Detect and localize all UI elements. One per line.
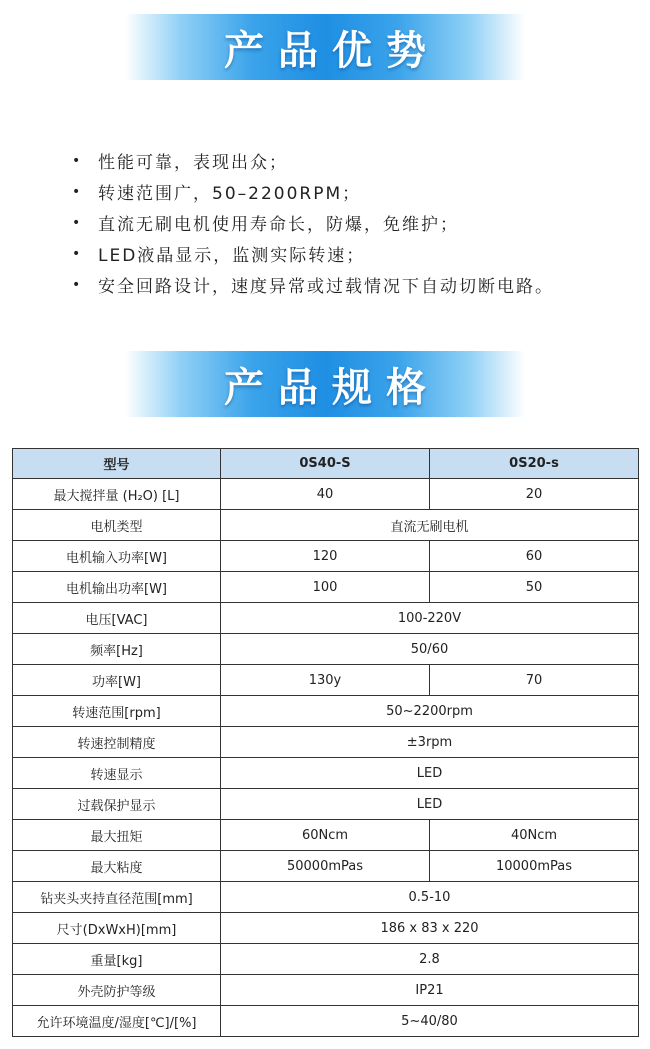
spec-row — [13, 944, 639, 975]
spec-value-shared: 5~40/80 — [221, 1006, 639, 1037]
spec-value-os20: 50 — [430, 572, 639, 603]
spec-row — [13, 1006, 639, 1037]
specs-title: 产品规格 — [224, 364, 440, 411]
feature-text: 转速范围广，50–2200RPM； — [98, 184, 362, 204]
spec-value-shared: 50~2200rpm — [221, 696, 639, 727]
spec-value-os40: 120 — [221, 541, 430, 572]
feature-item — [72, 176, 554, 207]
feature-item — [72, 269, 554, 300]
feature-text: LED液晶显示，监测实际转速； — [98, 246, 366, 266]
spec-value-os40: 100 — [221, 572, 430, 603]
spec-value-os20: 70 — [430, 665, 639, 696]
spec-value-shared: ±3rpm — [221, 727, 639, 758]
spec-label: 过载保护显示 — [13, 789, 221, 820]
spec-label: 电机类型 — [13, 510, 221, 541]
spec-label: 电机输出功率[W] — [13, 572, 221, 603]
spec-label: 最大搅拌量 (H₂O) [L] — [13, 479, 221, 510]
spec-row — [13, 758, 639, 789]
spec-label: 转速范围[rpm] — [13, 696, 221, 727]
spec-row — [13, 727, 639, 758]
spec-label: 重量[kg] — [13, 944, 221, 975]
spec-value-os40: 50000mPas — [221, 851, 430, 882]
spec-value-os40: 40 — [221, 479, 430, 510]
spec-row — [13, 603, 639, 634]
spec-value-os20: 10000mPas — [430, 851, 639, 882]
spec-row — [13, 634, 639, 665]
spec-value-shared: 0.5-10 — [221, 882, 639, 913]
spec-row — [13, 851, 639, 882]
spec-value-os20: 40Ncm — [430, 820, 639, 851]
spec-value-shared: 直流无刷电机 — [221, 510, 639, 541]
specs-banner — [125, 351, 525, 417]
spec-label: 频率[Hz] — [13, 634, 221, 665]
spec-value-os20: 60 — [430, 541, 639, 572]
spec-row — [13, 975, 639, 1006]
spec-value-shared: IP21 — [221, 975, 639, 1006]
feature-text: 安全回路设计，速度异常或过载情况下自动切断电路。 — [98, 277, 554, 297]
spec-label: 电机输入功率[W] — [13, 541, 221, 572]
spec-row — [13, 789, 639, 820]
spec-label: 转速控制精度 — [13, 727, 221, 758]
spec-row — [13, 913, 639, 944]
spec-label: 功率[W] — [13, 665, 221, 696]
spec-row — [13, 510, 639, 541]
spec-label: 电压[VAC] — [13, 603, 221, 634]
spec-label: 允许环境温度/湿度[℃]/[%] — [13, 1006, 221, 1037]
spec-value-os40: 60Ncm — [221, 820, 430, 851]
spec-header-row — [13, 449, 639, 479]
bullet-icon: • — [72, 276, 83, 293]
spec-row — [13, 820, 639, 851]
spec-label: 尺寸(DxWxH)[mm] — [13, 913, 221, 944]
spec-row — [13, 882, 639, 913]
spec-value-shared: LED — [221, 789, 639, 820]
bullet-icon: • — [72, 152, 83, 169]
spec-label: 转速显示 — [13, 758, 221, 789]
spec-value-os40: 130y — [221, 665, 430, 696]
spec-value-shared: 50/60 — [221, 634, 639, 665]
spec-label: 最大扭矩 — [13, 820, 221, 851]
spec-value-os20: 20 — [430, 479, 639, 510]
spec-row — [13, 665, 639, 696]
spec-value-shared: 100-220V — [221, 603, 639, 634]
bullet-icon: • — [72, 214, 83, 231]
header-model-label: 型号 — [13, 449, 221, 479]
advantages-banner — [125, 14, 525, 80]
feature-text: 性能可靠，表现出众； — [98, 153, 288, 173]
spec-row — [13, 572, 639, 603]
feature-text: 直流无刷电机使用寿命长，防爆，免维护； — [98, 215, 459, 235]
spec-row — [13, 479, 639, 510]
spec-row — [13, 541, 639, 572]
bullet-icon: • — [72, 183, 83, 200]
feature-item — [72, 238, 554, 269]
spec-value-shared: LED — [221, 758, 639, 789]
bullet-icon: • — [72, 245, 83, 262]
spec-value-shared: 186 x 83 x 220 — [221, 913, 639, 944]
spec-table — [12, 448, 639, 1037]
feature-item — [72, 207, 554, 238]
advantages-title: 产品优势 — [224, 27, 440, 74]
spec-row — [13, 696, 639, 727]
spec-value-shared: 2.8 — [221, 944, 639, 975]
spec-label: 外壳防护等级 — [13, 975, 221, 1006]
feature-list — [72, 145, 554, 300]
spec-label: 最大粘度 — [13, 851, 221, 882]
feature-item — [72, 145, 554, 176]
spec-label: 钻夹头夹持直径范围[mm] — [13, 882, 221, 913]
header-model-os40: 0S40-S — [221, 449, 430, 479]
header-model-os20: 0S20-s — [430, 449, 639, 479]
